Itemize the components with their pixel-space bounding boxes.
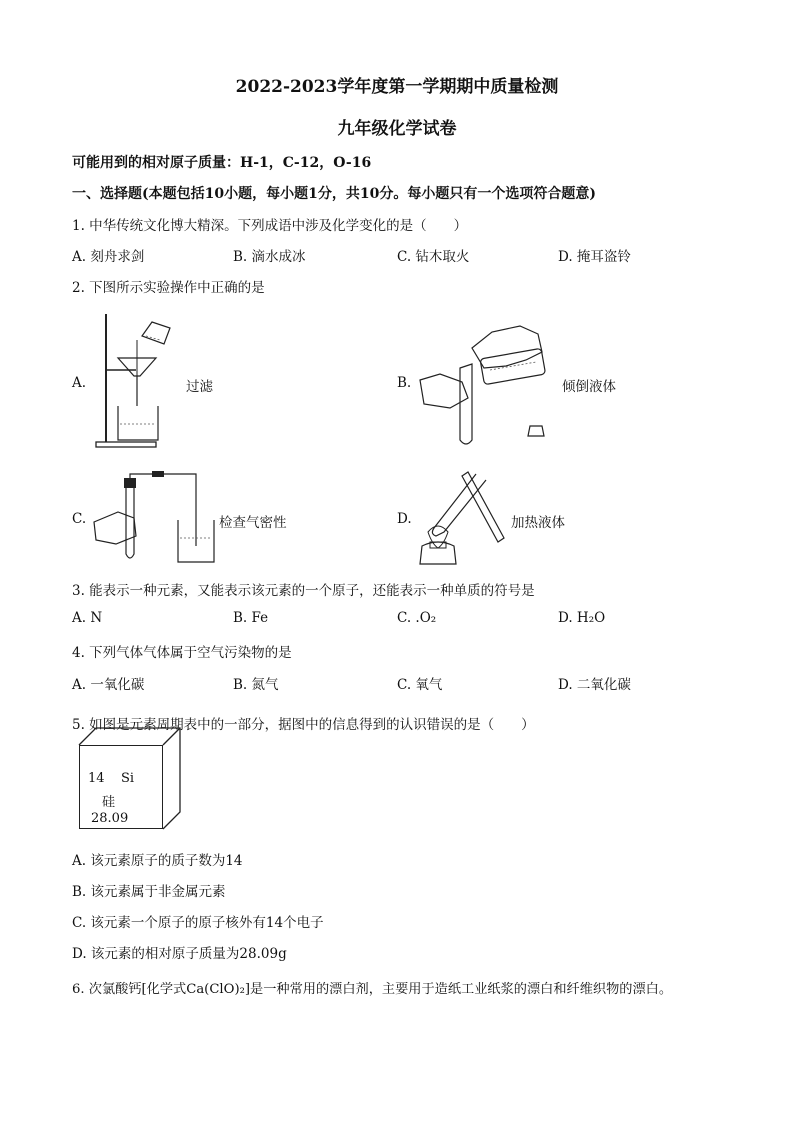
question-4-option-a[interactable]: A. 一氧化碳 bbox=[72, 677, 145, 693]
question-4-stem: 4. 下列气体气体属于空气污染物的是 bbox=[72, 645, 292, 661]
question-1-stem: 1. 中华传统文化博大精深。下列成语中涉及化学变化的是（ ） bbox=[72, 218, 468, 234]
element-name: 硅 bbox=[102, 795, 116, 810]
question-6-stem: 6. 次氯酸钙[化学式Ca(ClO)₂]是一种常用的漂白剂，主要用于造纸工业纸浆的漂白和纤维织物的漂白。 bbox=[72, 982, 673, 997]
question-3-option-c[interactable]: C. .O₂ bbox=[397, 610, 437, 626]
pouring-liquid-illustration bbox=[410, 318, 560, 448]
question-3-option-d[interactable]: D. H₂O bbox=[558, 610, 606, 626]
question-1-option-c[interactable]: C. 钻木取火 bbox=[397, 249, 470, 265]
question-2-option-a[interactable]: A. bbox=[72, 375, 87, 391]
question-2-stem: 2. 下图所示实验操作中正确的是 bbox=[72, 280, 265, 296]
airtightness-check-illustration bbox=[92, 474, 218, 566]
question-3-stem: 3. 能表示一种元素，又能表示该元素的一个原子，还能表示一种单质的符号是 bbox=[72, 583, 535, 599]
heating-liquid-illustration bbox=[414, 472, 510, 570]
element-symbol: Si bbox=[121, 771, 135, 786]
question-2-caption-b: 倾倒液体 bbox=[562, 379, 616, 395]
question-1-option-d[interactable]: D. 掩耳盗铃 bbox=[558, 249, 631, 265]
element-atomic-mass: 28.09 bbox=[91, 811, 129, 826]
question-3-option-a[interactable]: A. N bbox=[72, 610, 103, 626]
question-1-option-a[interactable]: A. 刻舟求剑 bbox=[72, 249, 145, 265]
atomic-mass-note: 可能用到的相对原子质量：H-1，C-12，O-16 bbox=[72, 155, 372, 171]
question-5-option-c[interactable]: C. 该元素一个原子的原子核外有14个电子 bbox=[72, 915, 324, 931]
question-2-option-d[interactable]: D. bbox=[397, 511, 412, 527]
exam-title: 2022-2023学年度第一学期期中质量检测 bbox=[235, 77, 559, 97]
question-2-caption-a: 过滤 bbox=[186, 379, 213, 395]
section-heading: 一、选择题(本题包括10小题，每小题1分，共10分。每小题只有一个选项符合题意) bbox=[72, 186, 596, 202]
question-3-option-b[interactable]: B. Fe bbox=[233, 610, 269, 626]
question-2-option-c[interactable]: C. bbox=[72, 511, 87, 527]
question-5-option-d[interactable]: D. 该元素的相对原子质量为28.09g bbox=[72, 946, 287, 962]
exam-subtitle: 九年级化学试卷 bbox=[337, 119, 457, 139]
element-atomic-number: 14 bbox=[88, 771, 105, 786]
question-4-option-d[interactable]: D. 二氧化碳 bbox=[558, 677, 631, 693]
question-1-option-b[interactable]: B. 滴水成冰 bbox=[233, 249, 306, 265]
question-5-option-a[interactable]: A. 该元素原子的质子数为14 bbox=[72, 853, 243, 869]
question-2-option-b[interactable]: B. bbox=[397, 375, 412, 391]
question-5-option-b[interactable]: B. 该元素属于非金属元素 bbox=[72, 884, 226, 900]
question-2-caption-d: 加热液体 bbox=[511, 515, 565, 531]
question-4-option-b[interactable]: B. 氮气 bbox=[233, 677, 279, 693]
question-4-option-c[interactable]: C. 氧气 bbox=[397, 677, 443, 693]
question-5-stem: 5. 如图是元素周期表中的一部分，据图中的信息得到的认识错误的是（ ） bbox=[72, 717, 535, 733]
filtration-illustration bbox=[90, 310, 185, 450]
question-2-caption-c: 检查气密性 bbox=[219, 515, 287, 531]
